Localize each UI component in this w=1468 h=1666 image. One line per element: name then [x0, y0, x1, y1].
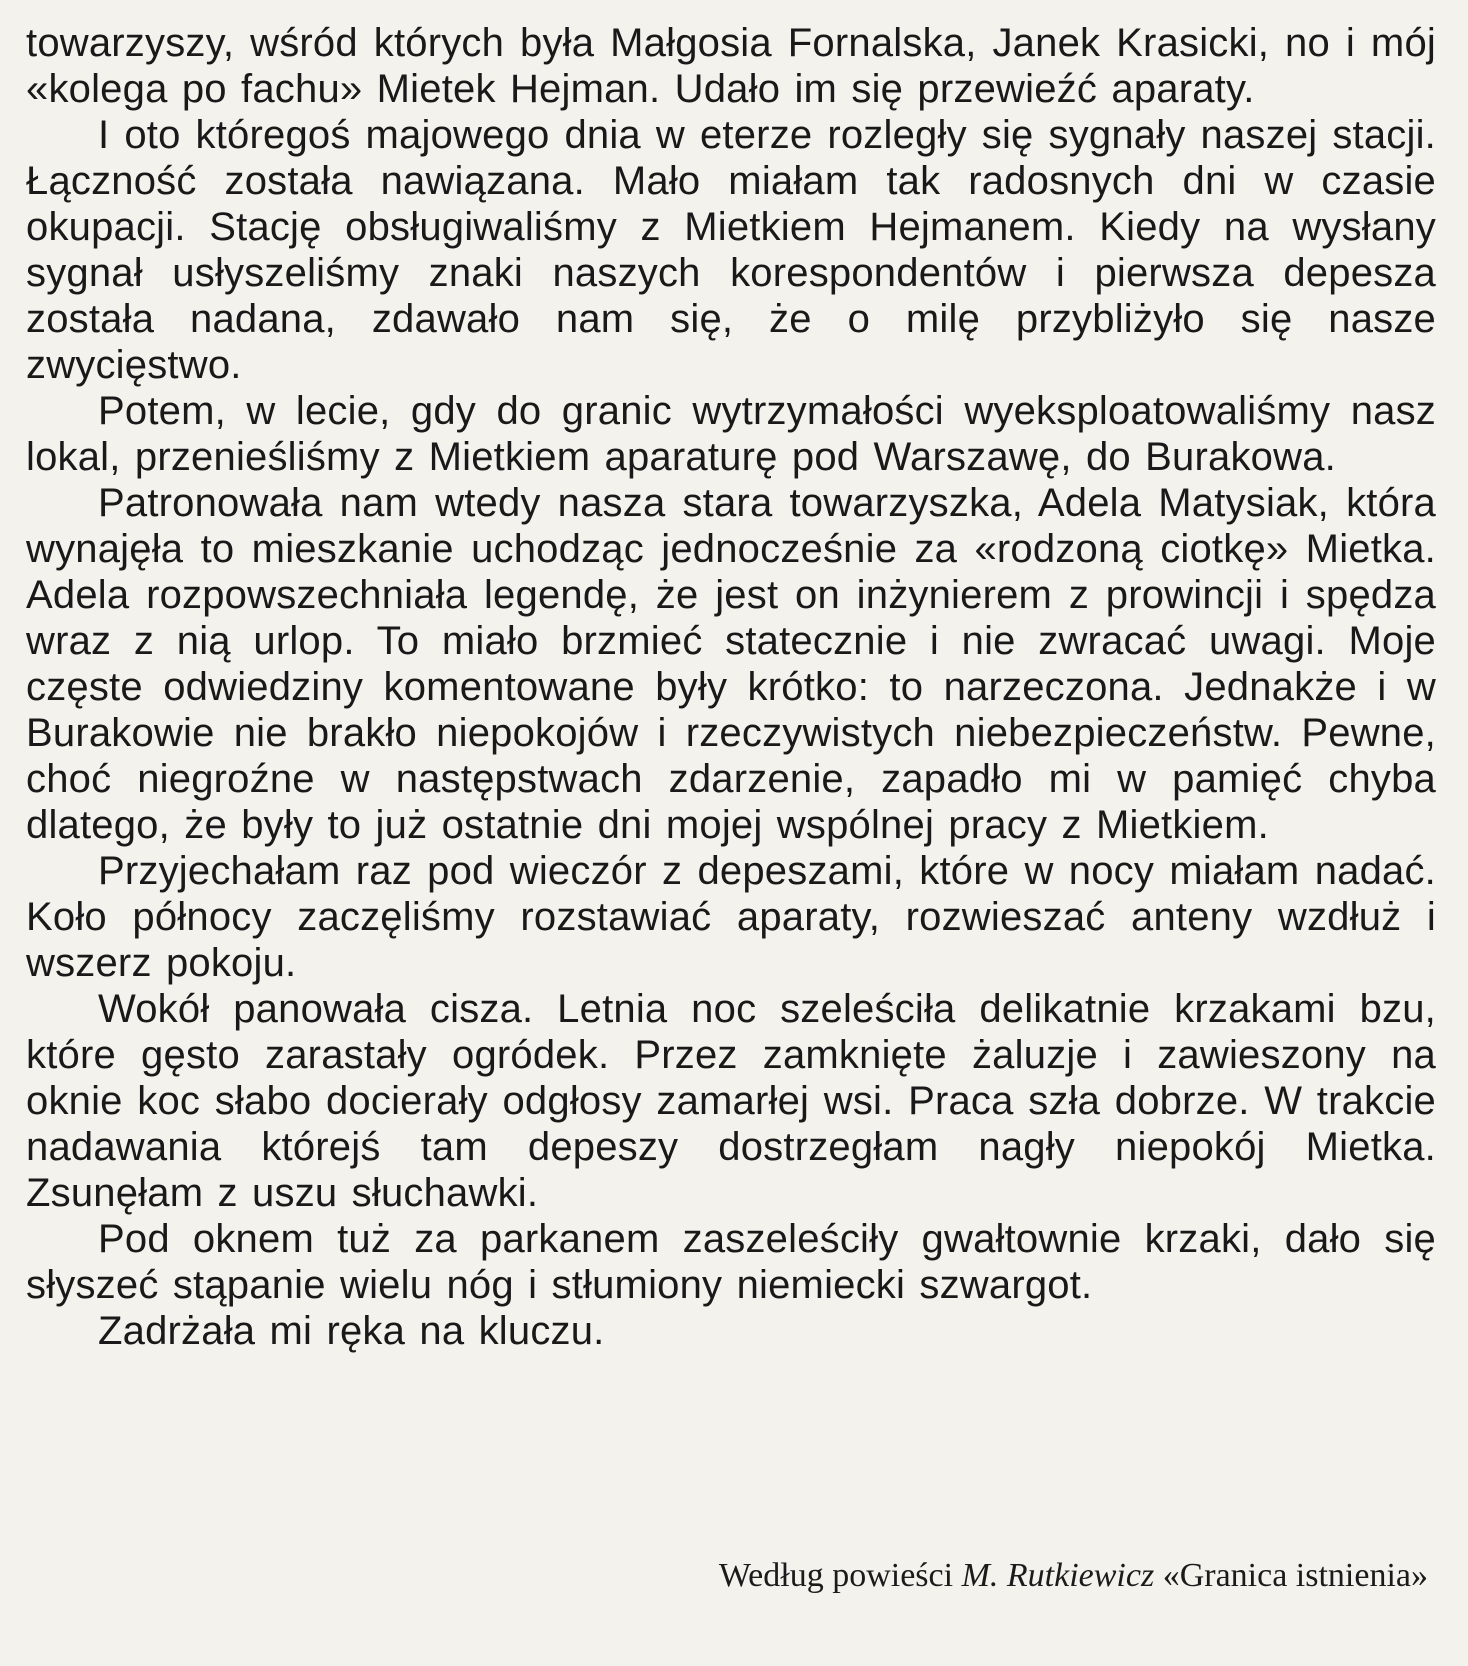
paragraph-5: Przyjechałam raz pod wieczór z depeszami, które w nocy miałam nadać. Koło północy zaczęliśmy rozstawiać aparaty, rozwieszać anteny wzdłuż i wszerz pokoju.: [26, 849, 1436, 985]
source-credit: [719, 1556, 1428, 1596]
paragraph-2: I oto któregoś majowego dnia w eterze rozległy się sygnały naszej stacji. Łączność została nawiązana. Mało miałam tak radosnych dni w czasie okupacji. Stację obsługiwaliśmy z Mietkiem Hejmanem. Kiedy na wysłany sygnał usłyszeliśmy znaki naszych korespondentów i pierwsza depesza została nadana, zdawało nam się, że o milę przybliżyło się nasze zwycięstwo.: [26, 113, 1436, 387]
credit-prefix: Według powieści: [718, 1557, 954, 1594]
paragraph-7: Pod oknem tuż za parkanem zaszeleściły gwałtownie krzaki, dało się słyszeć stąpanie wielu nóg i stłumiony niemiecki szwargot.: [26, 1217, 1436, 1307]
paragraph-1: towarzyszy, wśród których była Małgosia Fornalska, Janek Krasicki, no i mój «kolega po fachu» Mietek Hejman. Udało im się przewieźć aparaty.: [26, 21, 1436, 111]
paragraph-6: Wokół panowała cisza. Letnia noc szeleściła delikatnie krzakami bzu, które gęsto zarastały ogródek. Przez zamknięte żaluzje i zawieszony na oknie koc słabo docierały odgłosy zamarłej wsi. Praca szła dobrze. W trakcie nadawania którejś tam depeszy dostrzegłam nagły niepokój Mietka. Zsunęłam z uszu słuchawki.: [26, 987, 1436, 1215]
article-body: [26, 20, 1436, 1354]
credit-title: «Granica istnienia»: [1162, 1557, 1428, 1594]
credit-author: M. Rutkiewicz: [961, 1557, 1155, 1594]
paragraph-4: Patronowała nam wtedy nasza stara towarzyszka, Adela Matysiak, która wynajęła to mieszkanie uchodząc jednocześnie za «rodzoną ciotkę» Mietka. Adela rozpowszechniała legendę, że jest on inżynierem z prowincji i spędza wraz z nią urlop. To miało brzmieć statecznie i nie zwracać uwagi. Moje częste odwiedziny komentowane były krótko: to narzeczona. Jednakże i w Burakowie nie brakło niepokojów i rzeczywistych niebezpieczeństw. Pewne, choć niegroźne w następstwach zdarzenie, zapadło mi w pamięć chyba dlatego, że były to już ostatnie dni mojej wspólnej pracy z Mietkiem.: [26, 481, 1436, 847]
paragraph-3: Potem, w lecie, gdy do granic wytrzymałości wyeksploatowaliśmy nasz lokal, przenieśliśmy z Mietkiem aparaturę pod Warszawę, do Burakowa.: [26, 389, 1436, 479]
paragraph-8: Zadrżała mi ręka na kluczu.: [98, 1309, 605, 1353]
